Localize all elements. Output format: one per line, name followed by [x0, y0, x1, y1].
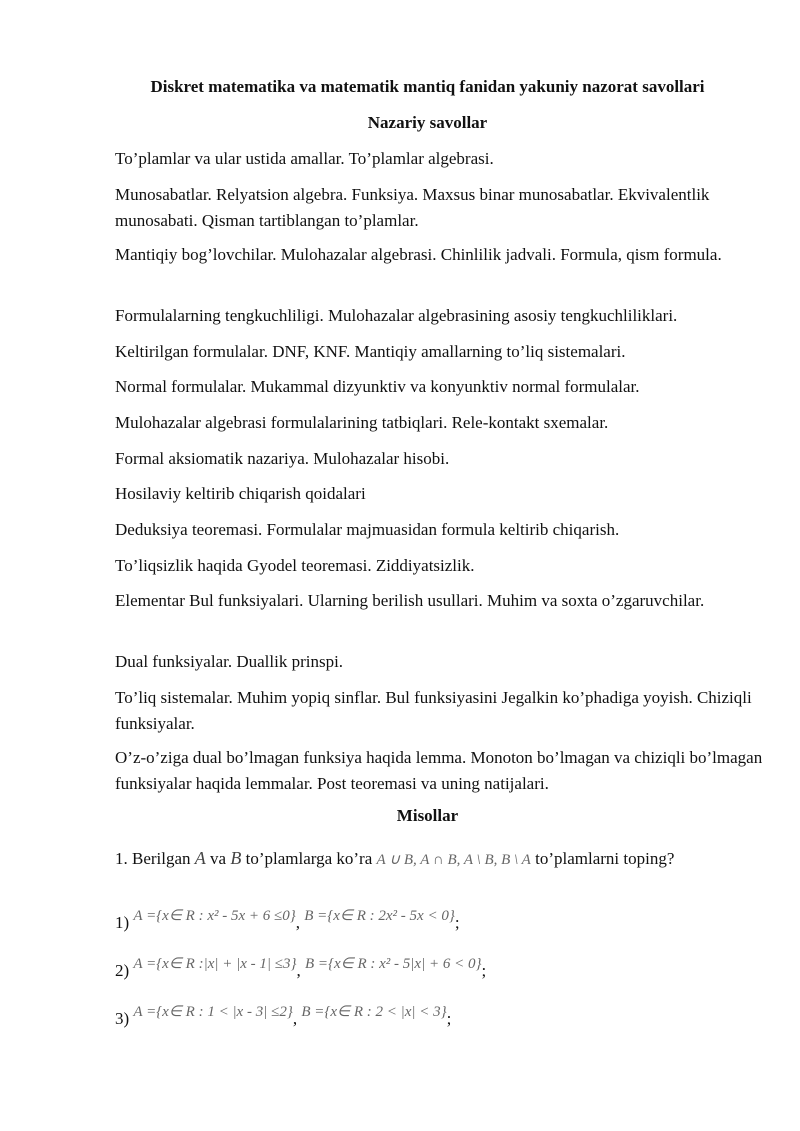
semicolon: ;	[481, 961, 487, 980]
example-1-statement	[115, 845, 765, 873]
example-suffix: to’plamlarni toping?	[535, 849, 675, 868]
semicolon: ;	[454, 913, 460, 932]
semicolon: ;	[446, 1009, 452, 1028]
question-12: Elementar Bul funksiyalari. Ularning berilish usullari. Muhim va soxta o’zgaruvchilar.	[115, 591, 705, 610]
exercise-item-1	[115, 910, 765, 937]
question-8: Formal aksiomatik nazariya. Mulohazalar hisobi.	[115, 449, 450, 468]
set-a-formula: A ={x∈ R :|x| + |x - 1| ≤3}	[133, 956, 297, 972]
set-operations-formula: A ∪ B, A ∩ B, A \ B, B \ A	[376, 852, 531, 868]
set-a-formula: A ={x∈ R : 1 < |x - 3| ≤2}	[133, 1004, 293, 1020]
set-b-symbol: B	[230, 848, 242, 868]
comma: ,	[292, 1009, 298, 1028]
example-middle: to’plamlarga ko’ra	[245, 849, 373, 868]
question-9: Hosilaviy keltirib chiqarish qoidalari	[115, 484, 366, 503]
example-va: va	[210, 849, 227, 868]
item-number: 3)	[115, 1009, 130, 1028]
set-b-formula: B ={x∈ R : 2x² - 5x < 0}	[304, 908, 455, 924]
item-number: 1)	[115, 913, 130, 932]
comma: ,	[295, 913, 300, 932]
exercise-item-2	[115, 958, 765, 985]
question-3: Mantiqiy bog’lovchilar. Mulohazalar algebrasi. Chinlilik jadvali. Formula, qism formula.	[115, 245, 722, 264]
question-6: Normal formulalar. Mukammal dizyunktiv va konyunktiv normal formulalar.	[115, 377, 640, 396]
set-b-formula: B ={x∈ R : 2 < |x| < 3}	[301, 1004, 447, 1020]
question-2: Munosabatlar. Relyatsion algebra. Funksiya. Maxsus binar munosabatlar. Ekvivalentlik munosabati. Qisman tartiblangan to’plamlar.	[115, 185, 710, 230]
example-prefix: 1. Berilgan	[115, 849, 191, 868]
set-a-formula: A ={x∈ R : x² - 5x + 6 ≤0}	[133, 908, 296, 924]
question-14: To’liq sistemalar. Muhim yopiq sinflar. Bul funksiyasini Jegalkin ko’phadiga yoyish. Chiziqli funksiyalar.	[115, 688, 752, 733]
question-15: O’z-o’ziga dual bo’lmagan funksiya haqida lemma. Monoton bo’lmagan va chiziqli bo’lmagan funksiyalar haqida lemmalar. Post teoremasi va uning natijalari.	[115, 748, 763, 793]
comma: ,	[296, 961, 301, 980]
question-5: Keltirilgan formulalar. DNF, KNF. Mantiqiy amallarning to’liq sistemalari.	[115, 342, 626, 361]
set-b-formula: B ={x∈ R : x² - 5|x| + 6 < 0}	[304, 956, 482, 972]
document-title: Diskret matematika va matematik mantiq fanidan yakuniy nazorat savollari	[150, 77, 705, 96]
question-4: Formulalarning tengkuchliligi. Mulohazalar algebrasining asosiy tengkuchliliklari.	[115, 306, 678, 325]
question-1: To’plamlar va ular ustida amallar. To’plamlar algebrasi.	[115, 149, 494, 168]
item-number: 2)	[115, 961, 130, 980]
question-11: To’liqsizlik haqida Gyodel teoremasi. Ziddiyatsizlik.	[115, 556, 475, 575]
question-7: Mulohazalar algebrasi formulalarining tatbiqlari. Rele-kontakt sxemalar.	[115, 413, 609, 432]
section-heading-examples: Misollar	[396, 806, 459, 825]
exercise-item-3	[115, 1006, 765, 1033]
section-heading-theory: Nazariy savollar	[367, 113, 488, 132]
question-10: Deduksiya teoremasi. Formulalar majmuasidan formula keltirib chiqarish.	[115, 520, 620, 539]
question-13: Dual funksiyalar. Duallik prinspi.	[115, 652, 344, 671]
set-a-symbol: A	[194, 848, 206, 868]
